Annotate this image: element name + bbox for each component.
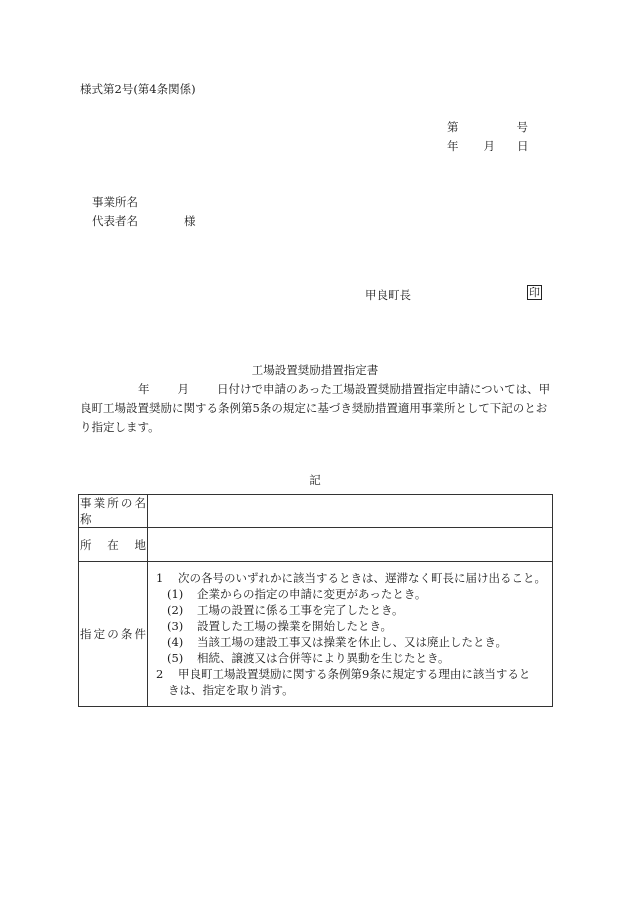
date-month: 月 — [483, 139, 495, 153]
issuer-title: 甲良町長 — [365, 288, 411, 302]
office-name-label: 事業所の名称 — [80, 496, 146, 526]
table-row — [79, 528, 553, 562]
doc-number-prefix: 第 — [447, 120, 459, 134]
condition-item-2: 2 甲良町工場設置奨励に関する条例第9条に規定する理由に該当すると — [156, 667, 531, 681]
condition-sub-3: (3) 設置した工場の操業を開始したとき。 — [167, 619, 393, 633]
date-year: 年 — [447, 139, 459, 153]
conditions-label: 指定の条件 — [79, 562, 148, 707]
condition-item-1: 1 次の各号のいずれかに該当するときは、遅滞なく町長に届け出ること。 — [156, 571, 546, 585]
body-year: 年 — [138, 382, 150, 396]
form-code: 様式第2号(第4条関係) — [80, 82, 196, 96]
seal-mark: 印 — [529, 286, 540, 299]
location-label: 所 在 地 — [79, 528, 148, 562]
body-rest: 日付けで申請のあった工場設置奨励措置指定申請については、甲良町工場設置奨励に関する条例第5条の規定に基づき奨励措置適用事業所として下記のとおり指定します。 — [80, 382, 551, 434]
document-title: 工場設置奨励措置指定書 — [251, 363, 379, 377]
document-number — [447, 119, 528, 135]
addressee-representative — [92, 213, 196, 229]
condition-sub-2: (2) 工場の設置に係る工事を完了したとき。 — [167, 603, 404, 617]
location-value — [148, 528, 553, 562]
date-day: 日 — [517, 139, 529, 153]
conditions-value — [148, 562, 553, 707]
table-row — [79, 495, 553, 528]
addressee-office: 事業所名 — [92, 195, 138, 209]
designation-table — [78, 494, 553, 707]
document-date — [447, 138, 529, 154]
condition-sub-1: (1) 企業からの指定の申請に変更があったとき。 — [167, 587, 427, 601]
honorific: 様 — [184, 214, 196, 228]
body-month: 月 — [177, 382, 189, 396]
table-row — [79, 562, 553, 707]
condition-item-2-cont: きは、指定を取り消す。 — [168, 683, 294, 697]
document-body — [80, 380, 554, 437]
ki-heading: 記 — [309, 473, 321, 487]
office-name-value — [148, 495, 553, 528]
condition-sub-5: (5) 相続、譲渡又は合併等により異動を生じたとき。 — [167, 651, 450, 665]
representative-label: 代表者名 — [92, 214, 138, 228]
doc-number-suffix: 号 — [516, 120, 528, 134]
condition-sub-4: (4) 当該工場の建設工事又は操業を休止し、又は廃止したとき。 — [167, 635, 508, 649]
